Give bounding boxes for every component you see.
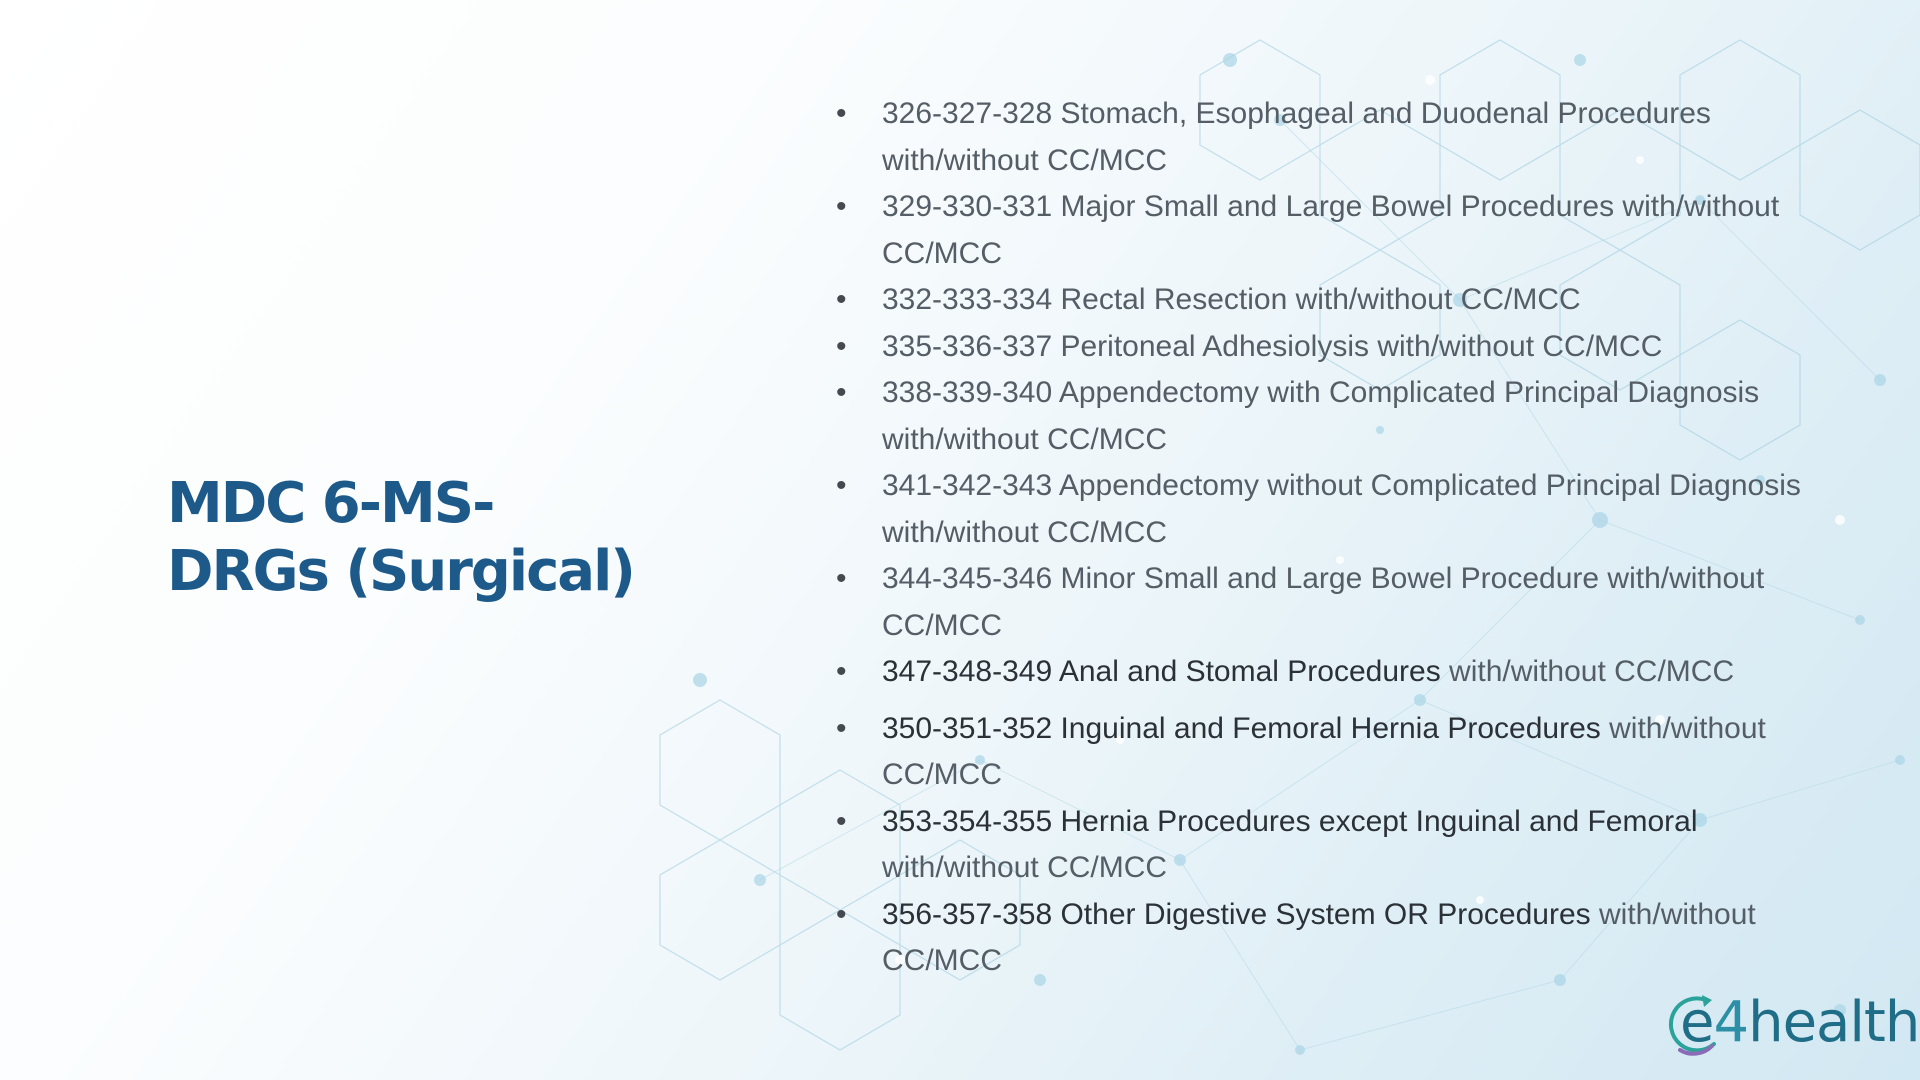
list-item-text: 338-339-340 Appendectomy with Complicated Principal Diagnosis with/without CC/MCC bbox=[882, 376, 1760, 456]
slide-title bbox=[167, 470, 687, 606]
list-item bbox=[836, 91, 1856, 184]
slide-title-line-1: MDC 6-MS- bbox=[167, 471, 494, 536]
list-item-suffix: with/without CC/MCC bbox=[1440, 655, 1735, 688]
list-item-text: 353-354-355 Hernia Procedures except Inguinal and Femoral bbox=[882, 804, 1698, 838]
logo-prefix: e bbox=[1680, 990, 1714, 1055]
e4health-logo bbox=[1666, 990, 1920, 1060]
logo-text bbox=[1680, 990, 1919, 1056]
list-item-suffix: with/without CC/MCC bbox=[882, 711, 1766, 791]
logo-suffix: health bbox=[1748, 990, 1920, 1055]
bullet-icon: • bbox=[836, 897, 847, 931]
list-item bbox=[836, 892, 1856, 985]
logo-digit: 4 bbox=[1713, 990, 1749, 1055]
list-item bbox=[836, 463, 1856, 556]
list-item bbox=[836, 277, 1856, 324]
bullet-icon: • bbox=[836, 376, 847, 409]
list-item-text: 326-327-328 Stomach, Esophageal and Duodenal Procedures with/without CC/MCC bbox=[882, 97, 1711, 177]
list-item-text: 332-333-334 Rectal Resection with/without CC/MCC bbox=[882, 283, 1581, 316]
list-item-text: 335-336-337 Peritoneal Adhesiolysis with/without CC/MCC bbox=[882, 329, 1663, 363]
list-item bbox=[836, 706, 1856, 799]
list-item-text: 344-345-346 Minor Small and Large Bowel Procedure with/without CC/MCC bbox=[882, 562, 1765, 642]
list-item-text: 350-351-352 Inguinal and Femoral Hernia Procedures bbox=[882, 711, 1601, 745]
bullet-icon: • bbox=[836, 283, 847, 316]
list-item-suffix: with/without CC/MCC bbox=[882, 851, 1168, 884]
bullet-icon: • bbox=[836, 562, 847, 595]
slide-title-line-2: DRGs (Surgical) bbox=[167, 539, 634, 604]
bullet-icon: • bbox=[836, 655, 847, 688]
list-item-text: 341-342-343 Appendectomy without Complicated Principal Diagnosis with/without CC/MCC bbox=[882, 469, 1801, 549]
bullet-icon: • bbox=[836, 469, 847, 502]
list-item-text: 329-330-331 Major Small and Large Bowel Procedures with/without CC/MCC bbox=[882, 190, 1780, 270]
list-item bbox=[836, 649, 1856, 696]
list-item-text: 347-348-349 Anal and Stomal Procedures bbox=[882, 655, 1441, 688]
list-item-suffix: with/without CC/MCC bbox=[882, 897, 1756, 977]
bullet-icon: • bbox=[836, 329, 847, 363]
list-item bbox=[836, 184, 1856, 277]
list-item bbox=[836, 370, 1856, 463]
bullet-icon: • bbox=[836, 190, 847, 223]
bullet-icon: • bbox=[836, 97, 847, 130]
list-item bbox=[836, 799, 1856, 892]
list-item bbox=[836, 324, 1856, 371]
bullet-icon: • bbox=[836, 711, 847, 745]
list-item-text: 356-357-358 Other Digestive System OR Procedures bbox=[882, 897, 1591, 931]
bullet-icon: • bbox=[836, 804, 847, 838]
drg-list bbox=[836, 91, 1856, 985]
list-item bbox=[836, 556, 1856, 649]
